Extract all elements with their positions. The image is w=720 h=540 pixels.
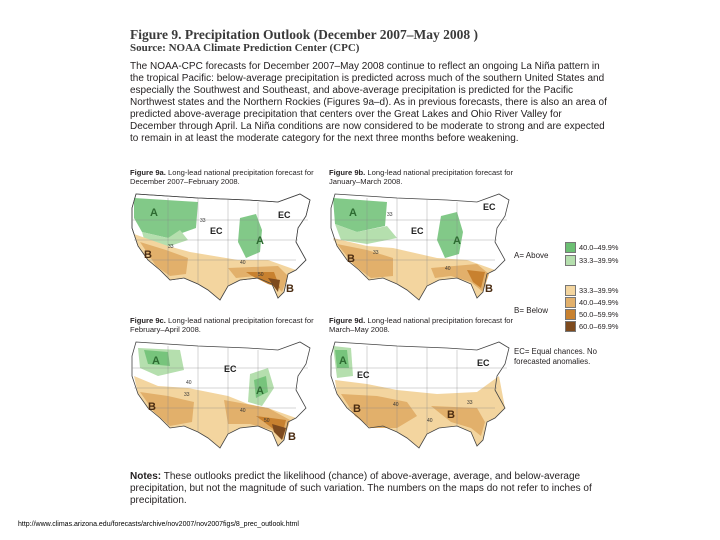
notes-text: These outlooks predict the likelihood (chance) of above-average, average, and below-average precipitation, but not the magnitude of such variation. The numbers on the maps do not refer to inches of precipitation. — [130, 471, 592, 506]
svg-text:EC: EC — [210, 226, 223, 236]
svg-text:EC: EC — [357, 370, 370, 380]
svg-text:B: B — [288, 431, 296, 443]
svg-text:40: 40 — [427, 418, 433, 424]
svg-text:33: 33 — [168, 244, 174, 250]
legend-label-below-60: 60.0–69.9% — [579, 322, 619, 331]
svg-text:A: A — [339, 355, 347, 367]
caption-9a: Figure 9a. Long-lead national precipitation forecast for December 2007–February 2008. — [130, 168, 314, 186]
svg-text:40: 40 — [240, 260, 246, 266]
map-9d — [327, 336, 519, 456]
svg-text:B: B — [148, 401, 156, 413]
legend-swatch-below-33 — [565, 285, 576, 296]
legend-swatch-above-40 — [565, 242, 576, 253]
intro-paragraph: The NOAA-CPC forecasts for December 2007–May 2008 continue to reflect an ongoing La Niña pattern in the tropical Pacific: below-average precipitation is predicted across much of the southern United States and especially the Southwest and Southeast, and above-average precipitation is predicted for the Pacific Northwest states and the Northern Rockies (Figures 9a–d). As in previous forecasts, there is also an area of predicted above-average precipitation that centers over the Great Lakes and Ohio River Valley for December through April. La Niña conditions are now considered to be moderate to strong and are expected to remain in at least the moderate category for the next three months before weakening. — [130, 61, 607, 144]
figure-source: Source: NOAA Climate Prediction Center (CPC) — [130, 42, 360, 54]
legend-label-below-40: 40.0–49.9% — [579, 298, 619, 307]
legend-ec-note: EC= Equal chances. No forecasted anomalies. — [514, 347, 597, 366]
map-9c — [128, 336, 320, 456]
svg-text:A: A — [152, 355, 160, 367]
legend-label-above-33: 33.3–39.9% — [579, 256, 619, 265]
svg-text:B: B — [347, 253, 355, 265]
legend-above-title: A= Above — [514, 251, 549, 260]
svg-text:33: 33 — [200, 218, 206, 224]
svg-text:A: A — [150, 207, 158, 219]
footer-url[interactable]: http://www.climas.arizona.edu/forecasts/archive/nov2007/nov2007figs/8_prec_outlook.html — [18, 521, 299, 528]
svg-text:B: B — [353, 403, 361, 415]
caption-9c: Figure 9c. Long-lead national precipitation forecast for February–April 2008. — [130, 316, 314, 334]
notes-label: Notes: — [130, 471, 162, 482]
svg-text:A: A — [349, 207, 357, 219]
svg-text:EC: EC — [477, 358, 490, 368]
svg-text:EC: EC — [224, 364, 237, 374]
svg-text:B: B — [485, 283, 493, 295]
svg-text:EC: EC — [411, 226, 424, 236]
svg-text:33: 33 — [467, 400, 473, 406]
svg-text:B: B — [447, 409, 455, 421]
caption-9b: Figure 9b. Long-lead national precipitation forecast for January–March 2008. — [329, 168, 514, 186]
svg-text:40: 40 — [393, 402, 399, 408]
legend-swatch-below-50 — [565, 309, 576, 320]
svg-text:40: 40 — [445, 266, 451, 272]
legend-swatch-below-60 — [565, 321, 576, 332]
legend-below-title: B= Below — [514, 306, 549, 315]
legend-swatch-below-40 — [565, 297, 576, 308]
svg-text:33: 33 — [184, 392, 190, 398]
svg-text:EC: EC — [483, 202, 496, 212]
svg-text:A: A — [256, 235, 264, 247]
svg-text:A: A — [453, 235, 461, 247]
svg-text:50: 50 — [258, 272, 264, 278]
svg-text:EC: EC — [278, 210, 291, 220]
caption-9d: Figure 9d. Long-lead national precipitation forecast for March–May 2008. — [329, 316, 514, 334]
svg-text:B: B — [286, 283, 294, 295]
svg-text:50: 50 — [264, 418, 270, 424]
map-9b — [327, 188, 519, 308]
svg-text:A: A — [256, 385, 264, 397]
map-9a — [128, 188, 320, 308]
svg-text:40: 40 — [186, 380, 192, 386]
svg-text:B: B — [144, 249, 152, 261]
legend-label-above-40: 40.0–49.9% — [579, 243, 619, 252]
notes — [130, 471, 600, 507]
svg-text:33: 33 — [373, 250, 379, 256]
svg-text:33: 33 — [387, 212, 393, 218]
figure-title: Figure 9. Precipitation Outlook (December 2007–May 2008 ) — [130, 27, 478, 42]
svg-text:40: 40 — [240, 408, 246, 414]
legend-label-below-33: 33.3–39.9% — [579, 286, 619, 295]
legend-swatch-above-33 — [565, 255, 576, 266]
legend-label-below-50: 50.0–59.9% — [579, 310, 619, 319]
